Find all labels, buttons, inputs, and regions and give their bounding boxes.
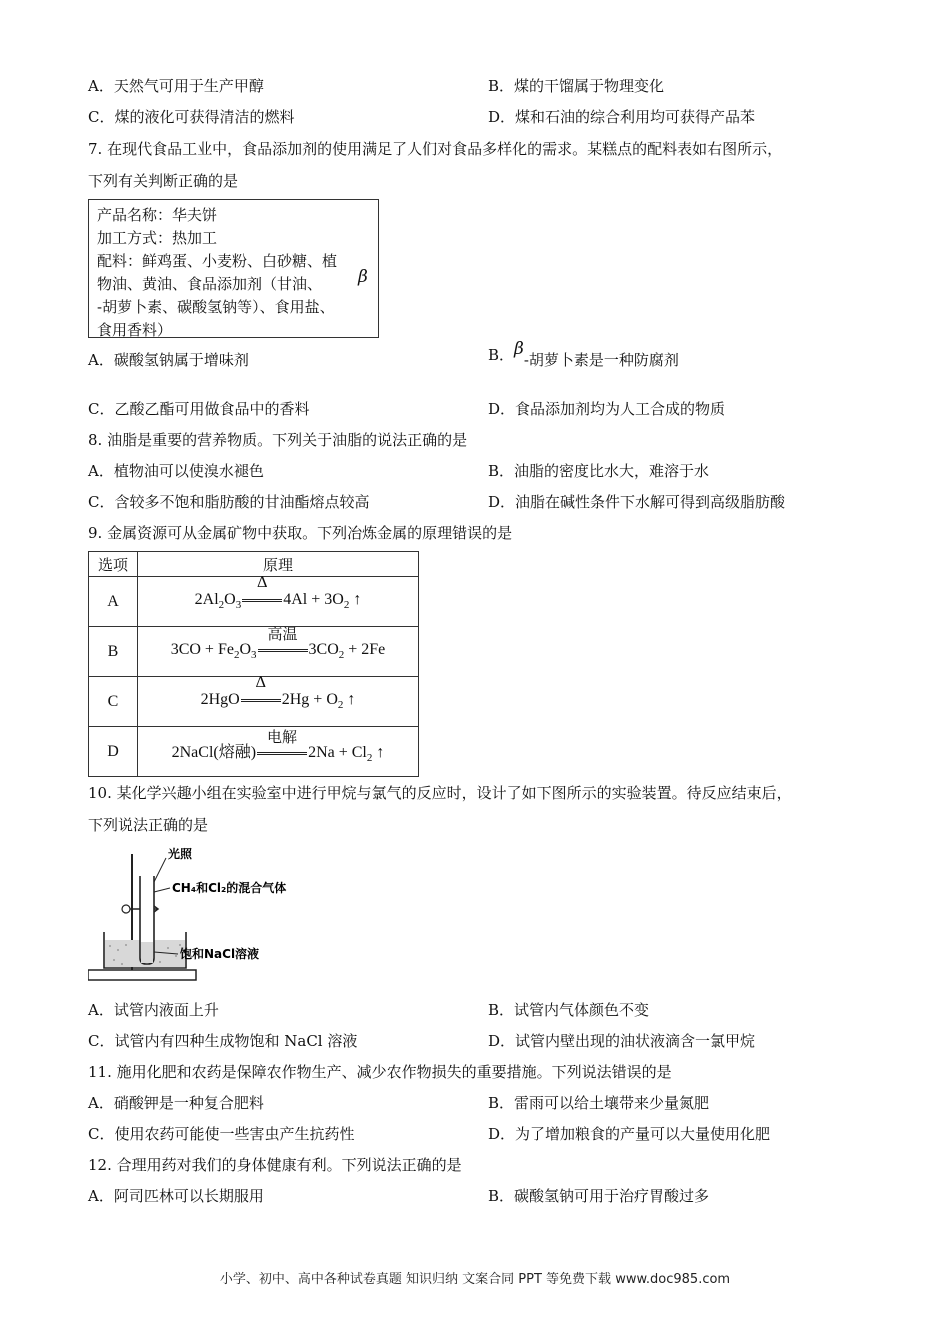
q12-option-a: A．阿司匹林可以长期服用 — [88, 1187, 264, 1205]
option-text: -胡萝卜素是一种防腐剂 — [523, 351, 679, 369]
ingredient-line: 加工方式：热加工 — [97, 229, 218, 247]
reaction-condition: 电解 — [267, 727, 298, 746]
experiment-apparatus — [88, 846, 308, 986]
q8-stem: 8. 油脂是重要的营养物质。下列关于油脂的说法正确的是 — [88, 431, 468, 449]
ingredient-line: 食用香料） — [97, 321, 173, 339]
q11-option-a: A．硝酸钾是一种复合肥料 — [88, 1094, 264, 1112]
q8-option-b: B．油脂的密度比水大，难溶于水 — [488, 462, 710, 480]
q11-option-b: B．雷雨可以给土壤带来少量氮肥 — [488, 1094, 710, 1112]
q7-option-b — [488, 339, 679, 369]
table-header-principle: 原理 — [138, 552, 419, 577]
q7-stem-line1: 7. 在现代食品工业中，食品添加剂的使用满足了人们对食品多样化的需求。某糕点的配料表如右图所示， — [88, 140, 783, 158]
label-solution: 饱和NaCl溶液 — [180, 947, 260, 961]
q7-option-a: A．碳酸氢钠属于增味剂 — [88, 351, 249, 369]
table-row — [89, 677, 419, 727]
equation: 2NaCl(熔融) 电解 $2Na + Cl_2$ ↑ — [138, 727, 419, 777]
reaction-condition: Δ — [256, 573, 268, 592]
row-option: C — [89, 677, 138, 727]
q8-option-d: D．油脂在碱性条件下水解可得到高级脂肪酸 — [488, 493, 786, 511]
q7-stem-line2: 下列有关判断正确的是 — [88, 172, 239, 190]
q12-stem: 12. 合理用药对我们的身体健康有利。下列说法正确的是 — [88, 1156, 462, 1174]
q6-option-d: D．煤和石油的综合利用均可获得产品苯 — [488, 108, 756, 126]
equation: 2HgO Δ $2Hg + O_2$ ↑ — [138, 677, 419, 727]
table-row — [89, 727, 419, 777]
q12-option-b: B．碳酸氢钠可用于治疗胃酸过多 — [488, 1187, 710, 1205]
label-light: 光照 — [168, 847, 193, 861]
ingredient-line: 物油、黄油、食品添加剂（甘油、 — [97, 275, 323, 293]
reaction-condition: 高温 — [267, 625, 298, 644]
equation: $3CO + Fe_2O_3$ 高温 $3CO_2 + 2Fe$ — [138, 627, 419, 677]
option-prefix: B． — [488, 346, 515, 364]
q7-option-c: C．乙酸乙酯可用做食品中的香料 — [88, 400, 310, 418]
q6-option-c: C．煤的液化可获得清洁的燃料 — [88, 108, 295, 126]
equation: $2Al_2O_3$ Δ $4Al + 3O_2$ ↑ — [138, 577, 419, 627]
q9-stem: 9. 金属资源可从金属矿物中获取。下列冶炼金属的原理错误的是 — [88, 524, 513, 542]
table-row — [89, 577, 419, 627]
reaction-condition: Δ — [255, 673, 267, 692]
label-gas: CH₄和Cl₂的混合气体 — [172, 881, 287, 895]
q8-option-c: C．含较多不饱和脂肪酸的甘油酯熔点较高 — [88, 493, 370, 511]
q11-option-c: C．使用农药可能使一些害虫产生抗药性 — [88, 1125, 355, 1143]
q10-option-a: A．试管内液面上升 — [88, 1001, 219, 1019]
page-footer: 小学、初中、高中各种试卷真题 知识归纳 文案合同 PPT 等免费下载 www.doc985.com — [219, 1272, 731, 1287]
row-option: D — [89, 727, 138, 777]
ingredient-box — [88, 199, 379, 338]
q11-option-d: D．为了增加粮食的产量可以大量使用化肥 — [488, 1125, 771, 1143]
row-option: A — [89, 577, 138, 627]
smelting-table — [88, 551, 419, 777]
q6-option-a: A．天然气可用于生产甲醇 — [88, 77, 264, 95]
q10-stem-line2: 下列说法正确的是 — [88, 816, 209, 834]
q7-option-d: D．食品添加剂均为人工合成的物质 — [488, 400, 726, 418]
q10-option-d: D．试管内壁出现的油状液滴含一氯甲烷 — [488, 1032, 756, 1050]
beta-symbol: β — [358, 267, 368, 287]
ingredient-line: 配料：鲜鸡蛋、小麦粉、白砂糖、植 — [97, 252, 338, 270]
ingredient-line: -胡萝卜素、碳酸氢钠等）、食用盐、 — [97, 298, 335, 316]
row-option: B — [89, 627, 138, 677]
q8-option-a: A．植物油可以使溴水褪色 — [88, 462, 264, 480]
table-header-option: 选项 — [89, 552, 138, 577]
q6-option-b: B．煤的干馏属于物理变化 — [488, 77, 665, 95]
ingredient-line: 产品名称：华夫饼 — [97, 206, 218, 224]
q10-stem-line1: 10. 某化学兴趣小组在实验室中进行甲烷与氯气的反应时，设计了如下图所示的实验装置。待反应结束后， — [88, 784, 792, 802]
q10-option-b: B．试管内气体颜色不变 — [488, 1001, 650, 1019]
q11-stem: 11. 施用化肥和农药是保障农作物生产、减少农作物损失的重要措施。下列说法错误的是 — [88, 1063, 672, 1081]
table-row — [89, 627, 419, 677]
q10-option-c: C．试管内有四种生成物饱和 NaCl 溶液 — [88, 1032, 358, 1050]
beta-symbol: β — [514, 339, 524, 359]
